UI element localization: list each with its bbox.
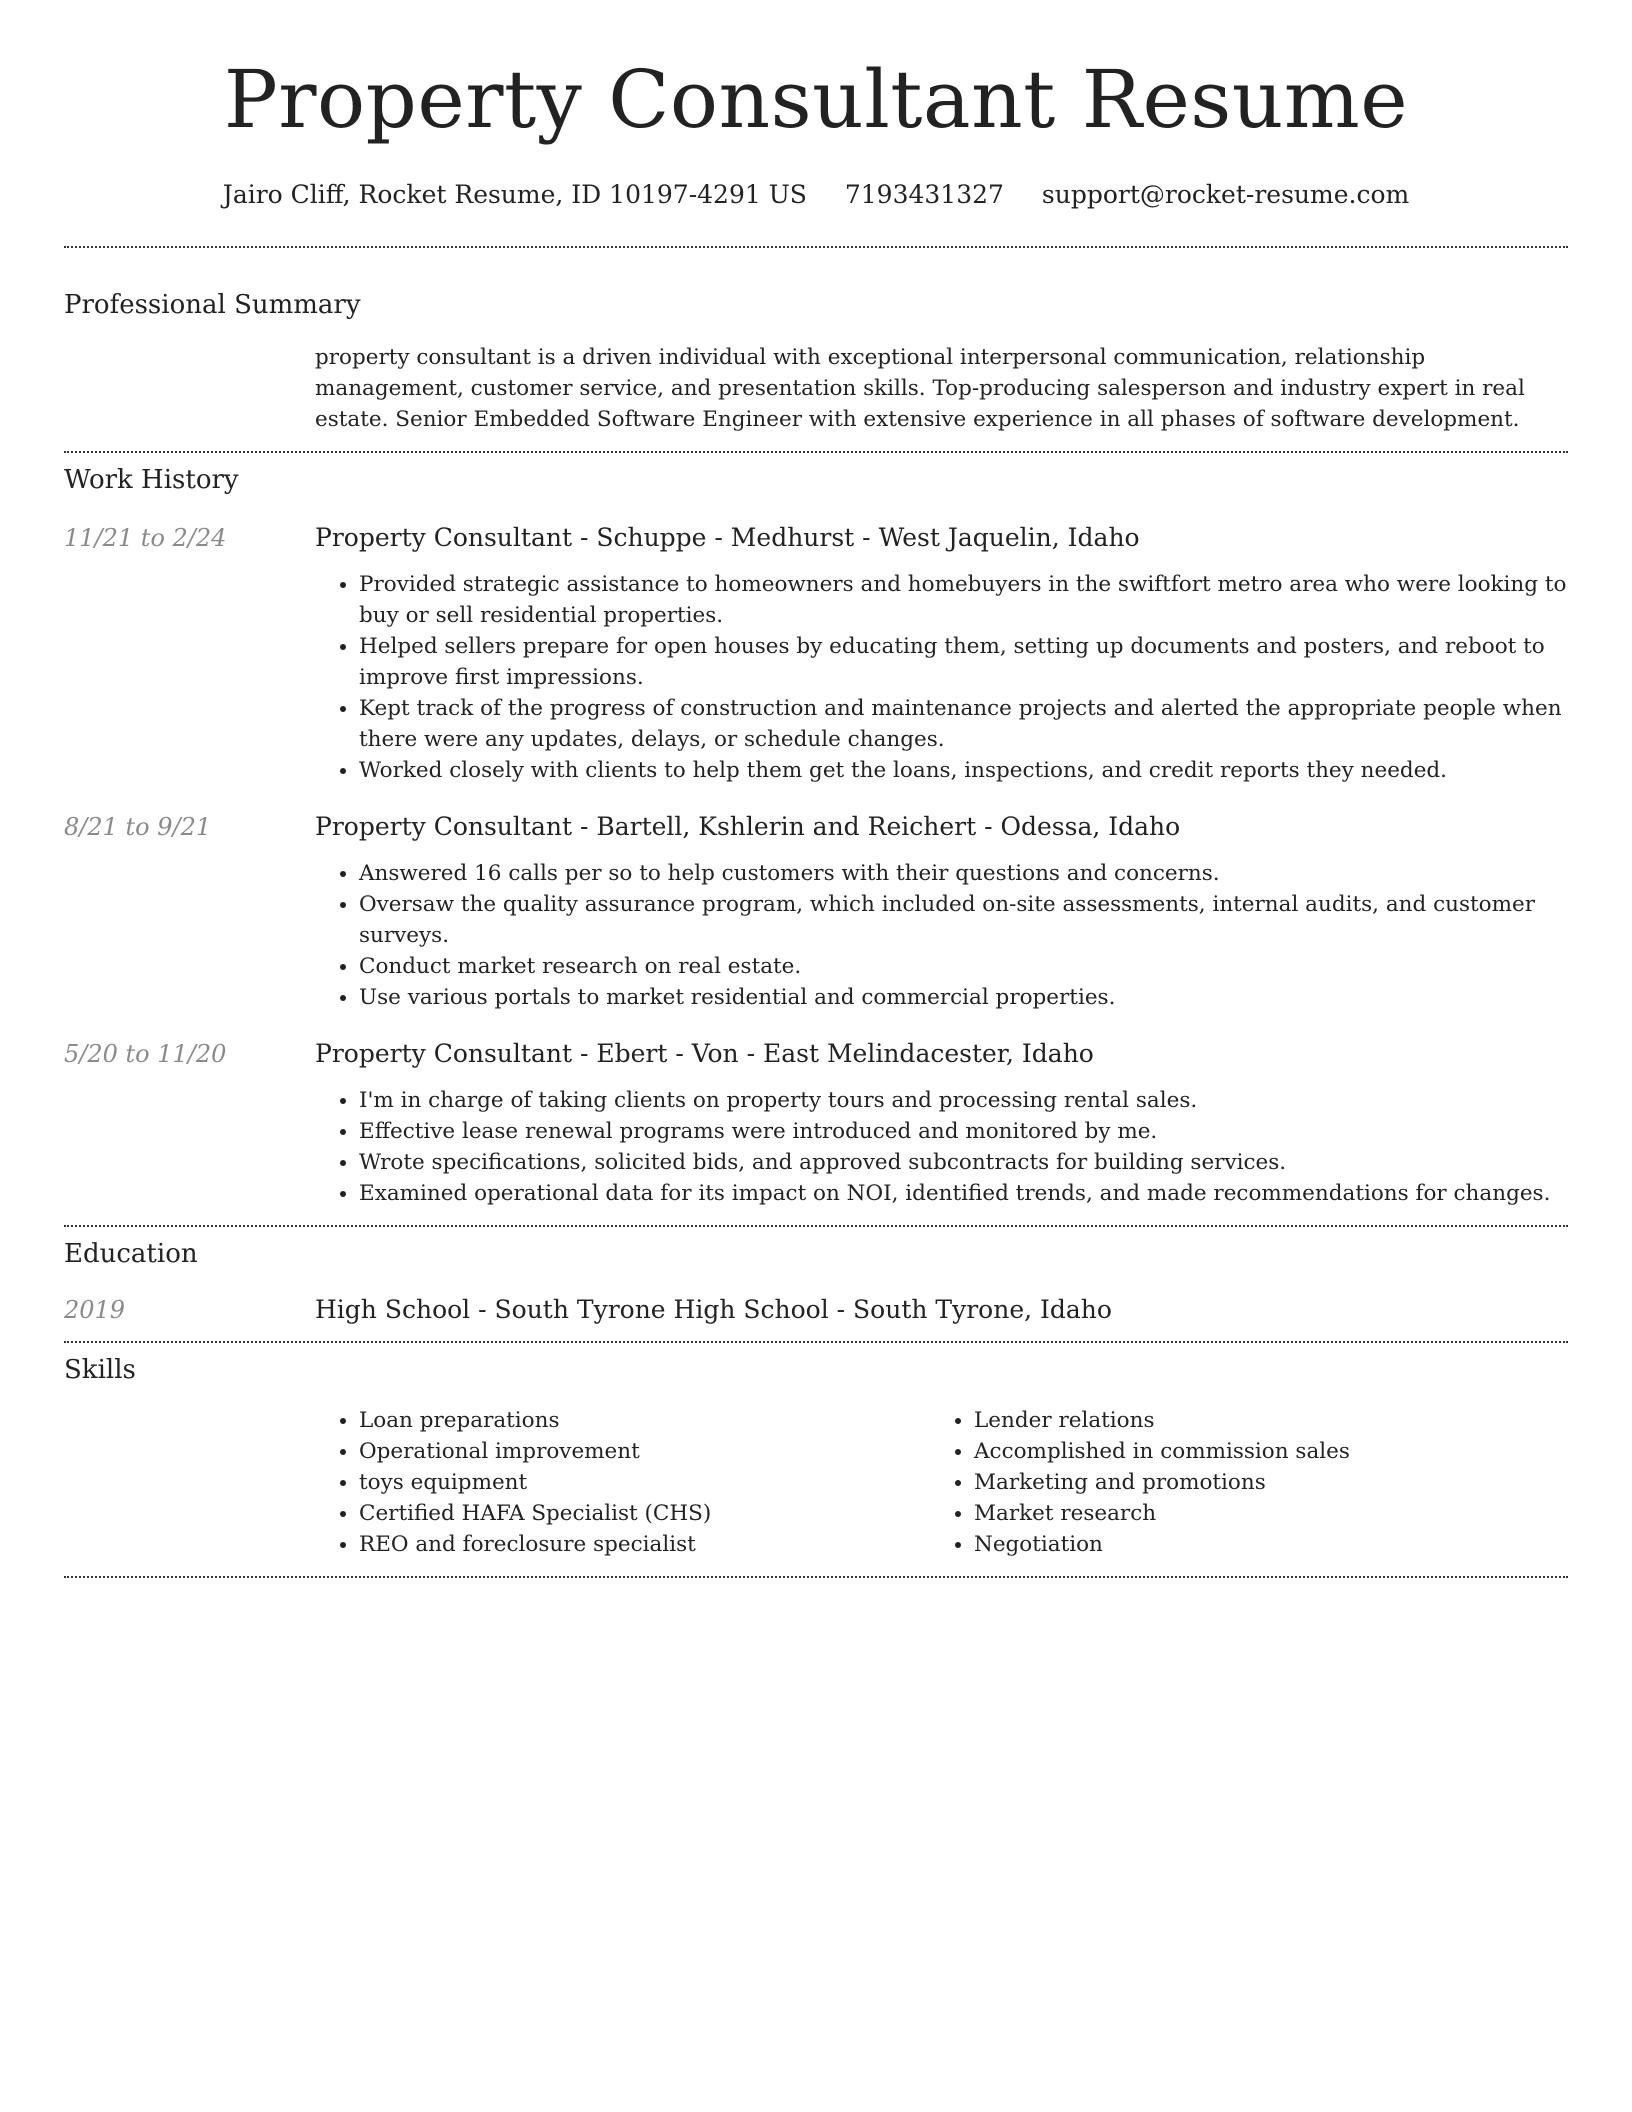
job-dates: 5/20 to 11/20 [64, 1040, 227, 1068]
skill-item: • Loan preparations [359, 1405, 930, 1436]
skill-item: • Certified HAFA Specialist (CHS) [359, 1498, 930, 1529]
skill-item: • toys equipment [359, 1467, 930, 1498]
skills-list-left [315, 1405, 930, 1560]
job-bullet: • Provided strategic assistance to homeowners and homebuyers in the swiftfort metro area who were looking to buy or sell residential properties. [359, 569, 1568, 631]
job-bullets [315, 1085, 1568, 1209]
job-dates: 11/21 to 2/24 [64, 524, 227, 552]
divider [64, 246, 1568, 248]
job-body [315, 810, 1568, 1013]
job-bullet: • Oversaw the quality assurance program, which included on-site assessments, internal audits, and customer surveys. [359, 889, 1568, 951]
education-year: 2019 [64, 1296, 126, 1324]
contact-email: support@rocket-resume.com [1041, 180, 1410, 209]
contact-phone: 7193431327 [844, 180, 1004, 209]
job-entry [64, 810, 1568, 1013]
job-entry [64, 521, 1568, 786]
divider [64, 1225, 1568, 1227]
education-heading-text: High School - South Tyrone High School - South Tyrone, Idaho [315, 1295, 1112, 1324]
skills-list-right [930, 1405, 1545, 1560]
page-title: Property Consultant Resume [223, 53, 1409, 146]
skills-section [64, 1353, 1568, 1560]
skills-grid [315, 1405, 1568, 1560]
contact-line [64, 178, 1568, 212]
job-bullet: • Worked closely with clients to help them get the loans, inspections, and credit reports they needed. [359, 755, 1568, 786]
job-heading: Property Consultant - Bartell, Kshlerin and Reichert - Odessa, Idaho [315, 812, 1181, 841]
skills-heading: Skills [64, 1355, 136, 1385]
job-bullet: • Wrote specifications, solicited bids, and approved subcontracts for building services. [359, 1147, 1568, 1178]
skill-item: • Marketing and promotions [974, 1467, 1545, 1498]
job-dates: 8/21 to 9/21 [64, 813, 212, 841]
skill-item: • Operational improvement [359, 1436, 930, 1467]
job-bullet: • Helped sellers prepare for open houses by educating them, setting up documents and posters, and reboot to improve first impressions. [359, 631, 1568, 693]
job-bullet: • Conduct market research on real estate. [359, 951, 1568, 982]
job-bullet: • I'm in charge of taking clients on property tours and processing rental sales. [359, 1085, 1568, 1116]
education-body [315, 1293, 1568, 1327]
job-heading: Property Consultant - Schuppe - Medhurst - West Jaquelin, Idaho [315, 523, 1140, 552]
skill-item: • REO and foreclosure specialist [359, 1529, 930, 1560]
job-bullet: • Kept track of the progress of construction and maintenance projects and alerted the appropriate people when there were any updates, delays, or schedule changes. [359, 693, 1568, 755]
work-history-heading: Work History [64, 465, 239, 495]
job-body [315, 1037, 1568, 1209]
summary-section [64, 288, 1568, 435]
education-entry [64, 1293, 1568, 1327]
job-bullet: • Use various portals to market residential and commercial properties. [359, 982, 1568, 1013]
job-bullet: • Effective lease renewal programs were introduced and monitored by me. [359, 1116, 1568, 1147]
skill-item: • Negotiation [974, 1529, 1545, 1560]
skill-item: • Lender relations [974, 1405, 1545, 1436]
divider [64, 1341, 1568, 1343]
job-body [315, 521, 1568, 786]
skill-item: • Market research [974, 1498, 1545, 1529]
skill-item: • Accomplished in commission sales [974, 1436, 1545, 1467]
education-heading: Education [64, 1239, 198, 1269]
summary-text: property consultant is a driven individual with exceptional interpersonal communication, relationship management, customer service, and presentation skills. Top-producing salesperson and industry expert in real estate. Senior Embedded Software Engineer with extensive experience in all phases of software development. [315, 345, 1525, 432]
divider [64, 451, 1568, 453]
job-bullet: • Answered 16 calls per so to help customers with their questions and concerns. [359, 858, 1568, 889]
divider [64, 1576, 1568, 1578]
job-bullet: • Examined operational data for its impact on NOI, identified trends, and made recommendations for changes. [359, 1178, 1568, 1209]
education-section [64, 1237, 1568, 1327]
job-heading: Property Consultant - Ebert - Von - East Melindacester, Idaho [315, 1039, 1094, 1068]
job-bullets [315, 569, 1568, 786]
job-entry [64, 1037, 1568, 1209]
work-history-section [64, 463, 1568, 1209]
job-bullets [315, 858, 1568, 1013]
contact-address: Jairo Cliff, Rocket Resume, ID 10197-4291 US [222, 180, 807, 209]
summary-heading: Professional Summary [64, 290, 361, 320]
